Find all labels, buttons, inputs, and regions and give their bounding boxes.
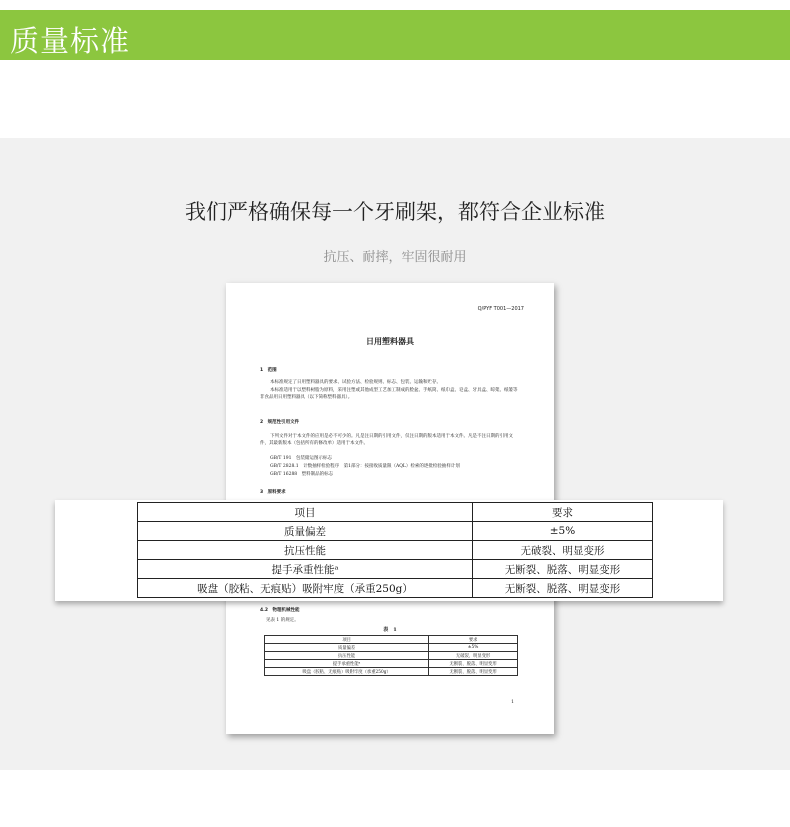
document-table <box>264 635 518 676</box>
table-cell: 抗压性能 <box>265 652 429 660</box>
table-cell: 吸盘（胶粘、无痕贴）吸附牢度（承重250g） <box>138 579 473 598</box>
standard-code: Q/PYF T001—2017 <box>477 306 524 312</box>
table-row <box>138 579 653 598</box>
paragraph: 下列文件对于本文件的应用是必不可少的。凡是注日期的引用文件，仅注日期的版本适用于本文件。凡是不注日期的引用文件，其最新版本（包括所有的修改单）适用于本文件。 <box>260 434 513 446</box>
magnified-table-panel <box>55 500 723 601</box>
table-cell: 无断裂、脱落、明显变形 <box>429 668 518 676</box>
table-caption: 表 1 <box>383 627 397 633</box>
table-header: 项目 <box>138 503 473 522</box>
subsection-note: 见表 1 的规定。 <box>266 618 299 623</box>
subline: 抗压、耐摔，牢固很耐用 <box>323 250 467 265</box>
headline: 我们严格确保每一个牙刷架，都符合企业标准 <box>185 200 605 224</box>
table-cell: 质量偏差 <box>265 644 429 652</box>
section-heading: 1 范围 <box>260 368 277 373</box>
table-cell: 提手承重性能ᵃ <box>265 660 429 668</box>
table-header: 要求 <box>429 636 518 644</box>
table-cell: 抗压性能 <box>138 541 473 560</box>
table-row <box>138 560 653 579</box>
table-cell: 无破裂、明显变形 <box>472 541 652 560</box>
table-cell: 提手承重性能ᵃ <box>138 560 473 579</box>
reference-item: GB/T 2828.1 计数抽样检验程序 第1部分：按接收质量限（AQL）检索的逐批检验抽样计划 <box>270 464 460 469</box>
section-heading: 3 原料要求 <box>260 490 286 495</box>
paragraph: 本标准适用于以塑料树脂为原料，采用注塑或其他成型工艺加工制成的脸盆、手纸筒、纸巾盒、皂盒、牙具盒、晾架、纸篓等非食品用日用塑料器具（以下简称塑料器具）。 <box>260 388 518 400</box>
table-cell: 无断裂、脱落、明显变形 <box>472 579 652 598</box>
table-row <box>138 503 653 522</box>
section-heading: 2 规范性引用文件 <box>260 420 300 425</box>
table-header: 项目 <box>265 636 429 644</box>
reference-item: GB/T 16288 塑料制品的标志 <box>270 472 334 477</box>
table-cell: ±5% <box>429 644 518 652</box>
table-cell: 无断裂、脱落、明显变形 <box>429 660 518 668</box>
reference-item: GB/T 191 包装储运图示标志 <box>270 456 332 461</box>
table-cell: ±5% <box>472 522 652 541</box>
table-cell: 无破裂、明显变形 <box>429 652 518 660</box>
page-number: 1 <box>511 700 514 705</box>
banner-title: 质量标准 <box>10 24 131 58</box>
table-cell: 吸盘（胶粘、无痕贴）吸附牢度（承重250g） <box>265 668 429 676</box>
paragraph: 本标准规定了日用塑料器具的要求、试验方法、检验规则、标志、包装、运输和贮存。 <box>270 380 441 385</box>
table-row <box>138 541 653 560</box>
quality-table <box>137 502 653 598</box>
table-cell: 无断裂、脱落、明显变形 <box>472 560 652 579</box>
table-header: 要求 <box>472 503 652 522</box>
table-row <box>138 522 653 541</box>
section-banner <box>0 10 790 60</box>
document-title: 日用塑料器具 <box>366 337 414 346</box>
subsection-heading: 4.2 物理机械性能 <box>260 608 300 613</box>
table-cell: 质量偏差 <box>138 522 473 541</box>
